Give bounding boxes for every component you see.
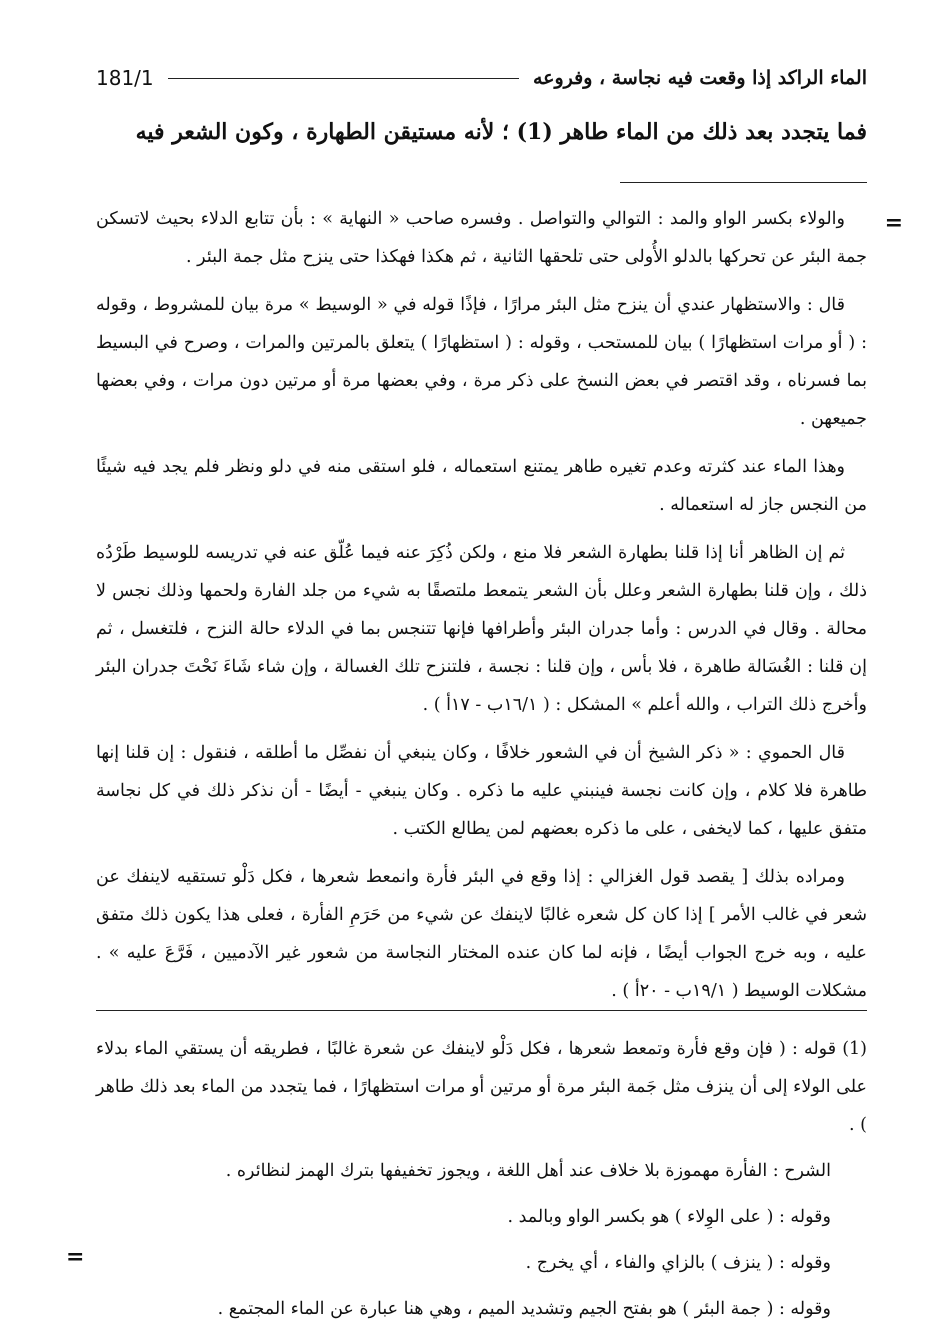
footnote-gloss: وقوله : ( ينزف ) بالزاي والفاء ، أي يخرج . bbox=[525, 1253, 831, 1273]
main-text-separator bbox=[620, 182, 867, 183]
footnote-gloss: وقوله : ( جمة البئر ) هو بفتح الجيم وتشديد الميم ، وهي هنا عبارة عن الماء المجتمع . bbox=[217, 1299, 831, 1319]
page-reference: 181/1 bbox=[96, 66, 154, 90]
footnote-explanation: الشرح : الفأرة مهموزة بلا خلاف عند أهل اللغة ، ويجوز تخفيفها بترك الهمز لنظائره . bbox=[225, 1161, 831, 1181]
commentary-paragraph: ثم إن الظاهر أنا إذا قلنا بطهارة الشعر فلا منع ، ولكن ذُكِرَ عنه فيما عُلّق عنه في تدريسه للوسيط طَرْدُه ذلك ، وإن قلنا بطهارة الشعر وعلل بأن الشعر يتمعط ملتصقًا به شيء من جلد الفارة ولحمها وذلك نجس لا محالة . وقال في الدرس : وأما جدران البئر وأطرافها فإنها تتنجس بما في الدلاء حالة النزح ، فلتغسل ، ثم إن قلنا : الغُسَالة طاهرة ، فلا بأس ، وإن قلنا : نجسة ، فلتنزح تلك الغسالة ، وإن شاء شَاءَ نَحْتَ جدران البئر وأخرج ذلك التراب ، والله أعلم » المشكل : ( ١٦/١ب - ١٧أ ) . bbox=[96, 543, 867, 715]
footnote-1: (1) قوله : ( فإن وقع فأرة وتمعط شعرها ، فكل دَلْو لاينفك عن شعرة غالبًا ، فطريقه أن يستقي الماء بدلاء على الولاء إلى أن ينزف مثل جَمة البئر مرة أو مرتين أو مرات استظهارًا ، فما يتجدد من الماء بعد ذلك طاهر ) . bbox=[96, 1039, 867, 1135]
footnotes-section bbox=[96, 1030, 867, 1336]
header-rule bbox=[168, 78, 519, 79]
commentary-paragraph: قال الحموي : « ذكر الشيخ أن في الشعور خلافًا ، وكان ينبغي أن نفصِّل ما أطلقه ، فنقول : إن قلنا إنها طاهرة فلا كلام ، وإن كانت نجسة فينبني عليه ما ذكره . وكان ينبغي - أيضًا - أن نذكر ذلك في كل نجاسة متفق عليها ، كما لايخفى ، على ما ذكره بعضهم لمن يطالع الكتب . bbox=[96, 743, 867, 839]
continuation-mark: = bbox=[884, 210, 903, 236]
main-text-line: فما يتجدد بعد ذلك من الماء طاهر (1) ؛ لأنه مستيقن الطهارة ، وكون الشعر فيه bbox=[135, 119, 867, 145]
commentary-paragraph: والولاء بكسر الواو والمد : التوالي والتواصل . وفسره صاحب « النهاية » : بأن تتابع الدلاء بحيث لاتسكن جمة البئر عن تحركها بالدلو الأُولى حتى تلحقها الثانية ، ثم هكذا فهكذا حتى ينزح مثل جمة البئر . bbox=[96, 209, 867, 267]
footnote-gloss: وقوله : ( على الوِلاء ) هو بكسر الواو وبالمد . bbox=[507, 1207, 831, 1227]
commentary-section bbox=[96, 200, 867, 1020]
commentary-paragraph: وهذا الماء عند كثرته وعدم تغيره طاهر يمتنع استعماله ، فلو استقى منه في دلو ونظر فلم يجد فيه شيئًا من النجس جاز له استعماله . bbox=[96, 457, 867, 515]
commentary-paragraph: قال : والاستظهار عندي أن ينزح مثل البئر مرارًا ، فإذًا قوله في « الوسيط » مرة بيان للمشروط ، وقوله : ( أو مرات استظهارًا ) بيان للمستحب ، وقوله : ( استظهارًا ) يتعلق بالمرتين والمرات ، وصرح في البسيط بما فسرناه ، وقد اقتصر في بعض النسخ على ذكر مرة ، وفي بعضها مرة أو مرتين دون مرات ، وفي بعضها جميعهن . bbox=[96, 295, 867, 429]
running-title: الماء الراكد إذا وقعت فيه نجاسة ، وفروعه bbox=[532, 67, 867, 89]
commentary-paragraph: ومراده بذلك [ يقصد قول الغزالي : إذا وقع في البئر فأرة وانمعط شعرها ، فكل دَلْو تستقيه لاينفك عن شعر في غالب الأمر ] إذا كان كل شعره غالبًا لاينفك عن شيء من حَرَمِ الفأرة ، فعلى هذا يكون ذلك متفق عليه ، وبه خرج الجواب أيضًا ، فإنه لما كان عنده المختار النجاسة من شعور غير الآدميين ، فَرَّعَ عليه » . مشكلات الوسيط ( ١٩/١ب - ٢٠أ ) . bbox=[96, 867, 867, 1001]
bottom-continuation-mark: = bbox=[66, 1244, 85, 1270]
footnote-separator bbox=[96, 1010, 867, 1011]
running-header bbox=[96, 60, 867, 96]
